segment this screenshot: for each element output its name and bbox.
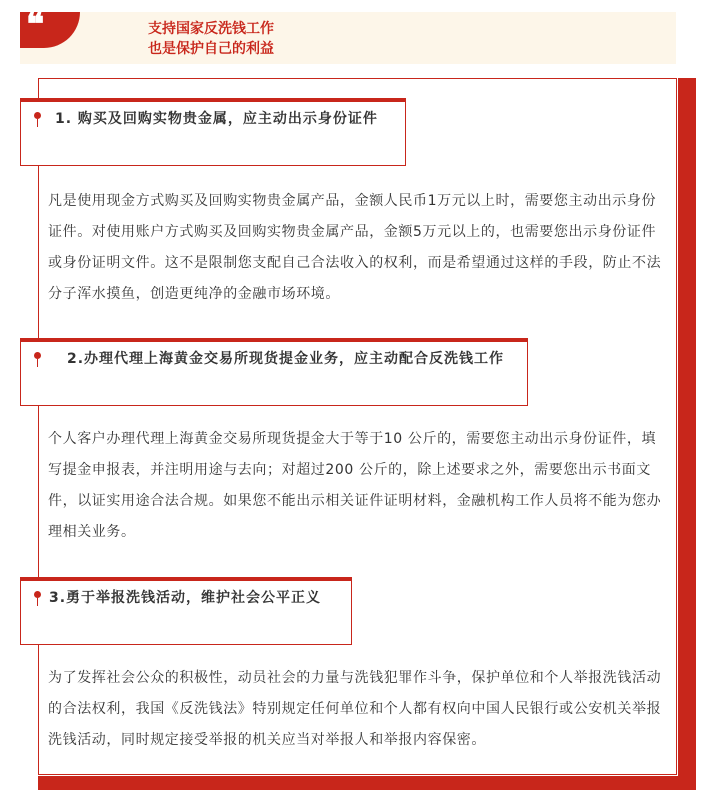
quote-icon: ❝ xyxy=(26,5,43,45)
bullet-icon xyxy=(34,352,41,359)
section-body-3: 为了发挥社会公众的积极性，动员社会的力量与洗钱犯罪作斗争，保护单位和个人举报洗钱活动的合法权利，我国《反洗钱法》特别规定任何单位和个人都有权向中国人民银行或公安机关举报洗钱活动，同时规定接受举报的机关应当对举报人和举报内容保密。 xyxy=(48,670,662,748)
quote-badge xyxy=(20,5,80,48)
section-heading-text: 1. 购买及回购实物贵金属，应主动出示身份证件 xyxy=(55,111,378,127)
top-banner xyxy=(20,5,676,64)
banner-line-2: 也是保护自己的利益 xyxy=(148,41,274,57)
banner-line-1: 支持国家反洗钱工作 xyxy=(148,21,274,37)
banner-title xyxy=(148,19,274,59)
section-heading-text: 3.勇于举报洗钱活动，维护社会公平正义 xyxy=(49,590,322,606)
section-heading-text: 2.办理代理上海黄金交易所现货提金业务，应主动配合反洗钱工作 xyxy=(67,351,505,367)
section-body-1: 凡是使用现金方式购买及回购实物贵金属产品，金额人民币1万元以上时，需要您主动出示身份证件。对使用账户方式购买及回购实物贵金属产品，金额5万元以上的，也需要您出示身份证件或身份证明文件。这不是限制您支配自己合法收入的权利，而是希望通过这样的手段，防止不法分子浑水摸鱼，创造更纯净的金融市场环境。 xyxy=(48,193,662,302)
bullet-icon xyxy=(34,591,41,598)
section-heading-1 xyxy=(20,98,406,166)
section-heading-2 xyxy=(20,338,528,406)
bullet-icon xyxy=(34,112,41,119)
section-heading-3 xyxy=(20,577,352,645)
frame-bottom-shadow xyxy=(38,776,696,790)
section-body-2: 个人客户办理代理上海黄金交易所现货提金大于等于10 公斤的，需要您主动出示身份证件，填写提金申报表，并注明用途与去向；对超过200 公斤的，除上述要求之外，需要您出示书面文件，以证实用途合法合规。如果您不能出示相关证件证明材料，金融机构工作人员将不能为您办理相关业务。 xyxy=(48,431,662,540)
frame-right-shadow xyxy=(678,78,696,790)
